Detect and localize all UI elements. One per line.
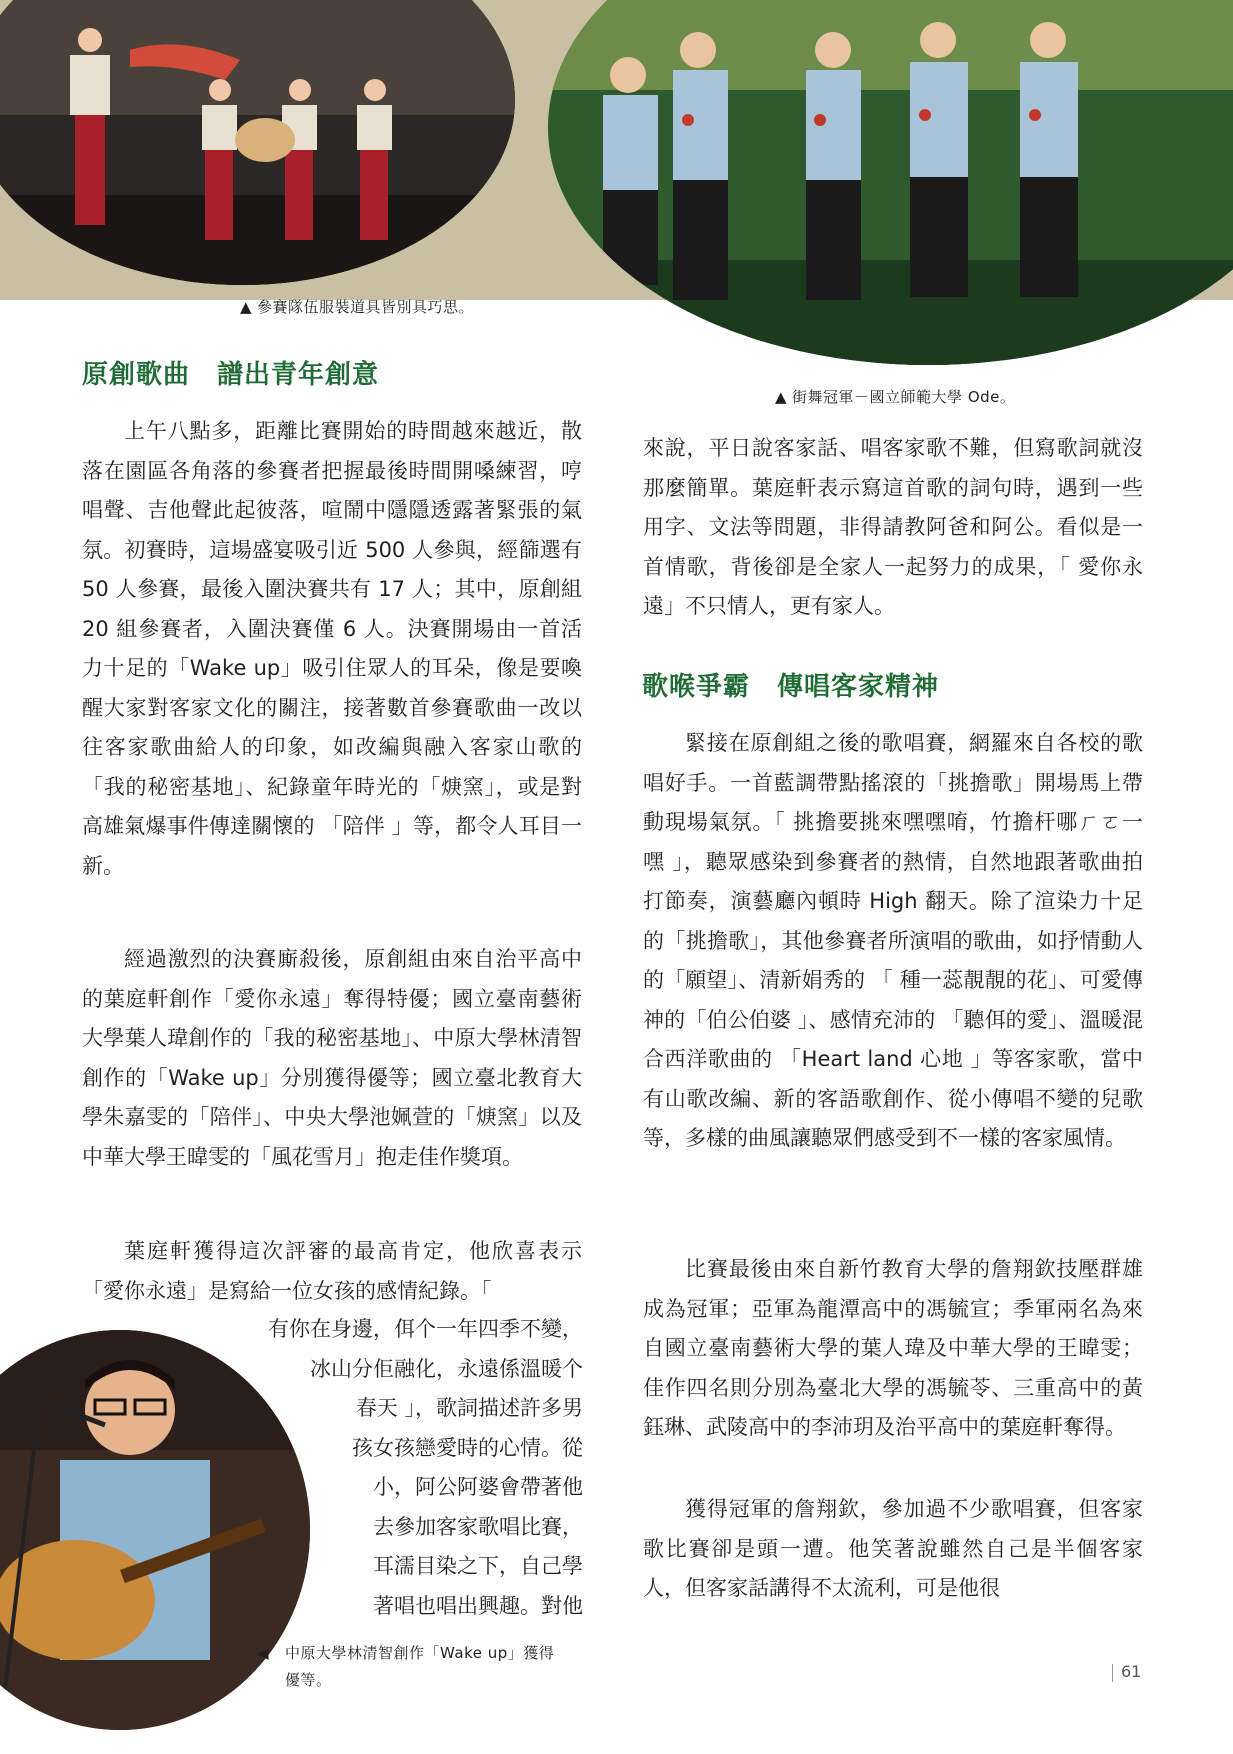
photo-street-dance-art	[548, 0, 1233, 365]
right-column-para-4	[643, 1490, 1143, 1609]
paragraph: 來說，平日說客家話、唱客家歌不難，但寫歌詞就沒那麼簡單。葉庭軒表示寫這首歌的詞句時，遇到一些用字、文法等問題，非得請教阿爸和阿公。看似是一首情歌，背後卻是全家人一起努力的成果，「 愛你永遠」不只情人，更有家人。	[643, 436, 1143, 618]
wrap-line: 有你在身邊，佴个一年四季不變，	[268, 1317, 583, 1341]
left-column-para-1	[82, 412, 582, 886]
paragraph: 緊接在原創組之後的歌唱賽，網羅來自各校的歌唱好手。一首藍調帶點搖滾的「挑擔歌」開場馬上帶動現場氣氛。「 挑擔要挑來嘿嘿唷，竹擔杆哪ㄏㄛ一嘿 」，聽眾感染到參賽者的熱情，自然地跟著歌曲拍打節奏，演藝廳內頓時 High 翻天。除了渲染力十足的「挑擔歌」，其他參賽者所演唱的歌曲，如抒情動人的「願望」、清新娟秀的 「 種一蕊靚靚的花」、可愛傳神的「伯公伯婆 」、感情充沛的 「聽佴的愛」、溫暖混合西洋歌曲的 「Heart land 心地 」等客家歌，當中有山歌改編、新的客語歌創作、從小傳唱不變的兒歌等，多樣的曲風讓聽眾們感受到不一樣的客家風情。	[643, 731, 1143, 1150]
wrap-line: 著唱也唱出興趣。對他	[373, 1593, 583, 1618]
left-column-para-2	[82, 940, 582, 1177]
photo-singer-guitar	[0, 1330, 310, 1730]
page-number	[1112, 1662, 1141, 1682]
section-heading-singing-contest: 歌喉爭霸 傳唱客家精神	[642, 672, 940, 702]
right-column-para-1	[643, 429, 1143, 627]
caption-bottom-left-text: 中原大學林清智創作「Wake up」獲得優等。	[285, 1644, 555, 1689]
left-column-para-3	[82, 1232, 582, 1311]
wrap-line: 小，阿公阿婆會帶著他	[373, 1475, 583, 1499]
page-number-divider	[1112, 1664, 1113, 1682]
wrap-line: 耳濡目染之下，自己學	[373, 1554, 583, 1578]
photo-singer-guitar-art	[0, 1330, 310, 1730]
paragraph: 比賽最後由來自新竹教育大學的詹翔欽技壓群雄成為冠軍；亞軍為龍潭高中的馮毓宣；季軍兩名為來自國立臺南藝術大學的葉人瑋及中華大學的王暐雯；佳作四名則分別為臺北大學的馮毓苓、三重高中的黃鈺琳、武陵高中的李沛玥及治平高中的葉庭軒奪得。	[643, 1257, 1143, 1439]
caption-top-right-text: 街舞冠軍－國立師範大學 Ode。	[792, 388, 1016, 406]
right-column-para-3	[643, 1250, 1143, 1448]
caption-top-left	[240, 296, 474, 317]
left-column-wrap-text	[268, 1310, 583, 1626]
triangle-up-icon: ▲	[240, 298, 253, 316]
wrap-line: 去參加客家歌唱比賽，	[373, 1514, 583, 1539]
triangle-up-icon: ▲	[775, 388, 788, 406]
wrap-line: 冰山分佢融化，永遠係溫暖个	[310, 1356, 583, 1381]
caption-top-left-text: 參賽隊伍服裝道具皆別具巧思。	[257, 298, 475, 316]
paragraph: 經過激烈的決賽廝殺後，原創組由來自治平高中的葉庭軒創作「愛你永遠」奪得特優；國立臺南藝術大學葉人瑋創作的「我的秘密基地」、中原大學林清智創作的「Wake up」分別獲得優等；國立臺北教育大學朱嘉雯的「陪伴」、中央大學池姵萱的「焿窯」以及中華大學王暐雯的「風花雪月」抱走佳作獎項。	[82, 947, 582, 1169]
page-number-text: 61	[1121, 1662, 1142, 1681]
photo-street-dance-champions	[548, 0, 1233, 365]
wrap-line: 春天 」，歌詞描述許多男	[355, 1396, 583, 1420]
right-column-para-2	[643, 724, 1143, 1159]
paragraph: 上午八點多，距離比賽開始的時間越來越近，散落在園區各角落的參賽者把握最後時間開嗓練習，哼唱聲、吉他聲此起彼落，喧鬧中隱隱透露著緊張的氣氛。初賽時，這場盛宴吸引近 500 人參與，經篩選有 50 人參賽，最後入圍決賽共有 17 人；其中，原創組 20 組參賽者，入圍決賽僅 6 人。決賽開場由一首活力十足的「Wake up」吸引住眾人的耳朵，像是要喚醒大家對客家文化的關注，接著數首參賽歌曲一改以往客家歌曲給人的印象，如改編與融入客家山歌的「我的秘密基地」、紀錄童年時光的「焿窯」，或是對高雄氣爆事件傳達關懷的 「陪伴 」等，都令人耳目一新。	[82, 419, 582, 878]
paragraph: 葉庭軒獲得這次評審的最高肯定，他欣喜表示「愛你永遠」是寫給一位女孩的感情紀錄。「	[82, 1239, 582, 1303]
caption-top-right	[775, 386, 1015, 407]
wrap-line: 孩女孩戀愛時的心情。從	[352, 1435, 583, 1460]
section-heading-original-songs: 原創歌曲 譜出青年創意	[82, 360, 380, 390]
caption-bottom-left	[257, 1640, 555, 1694]
paragraph: 獲得冠軍的詹翔欽，參加過不少歌唱賽，但客家歌比賽卻是頭一遭。他笑著說雖然自己是半個客家人，但客家話講得不太流利，可是他很	[643, 1497, 1143, 1600]
triangle-left-icon: ◀	[257, 1644, 270, 1662]
